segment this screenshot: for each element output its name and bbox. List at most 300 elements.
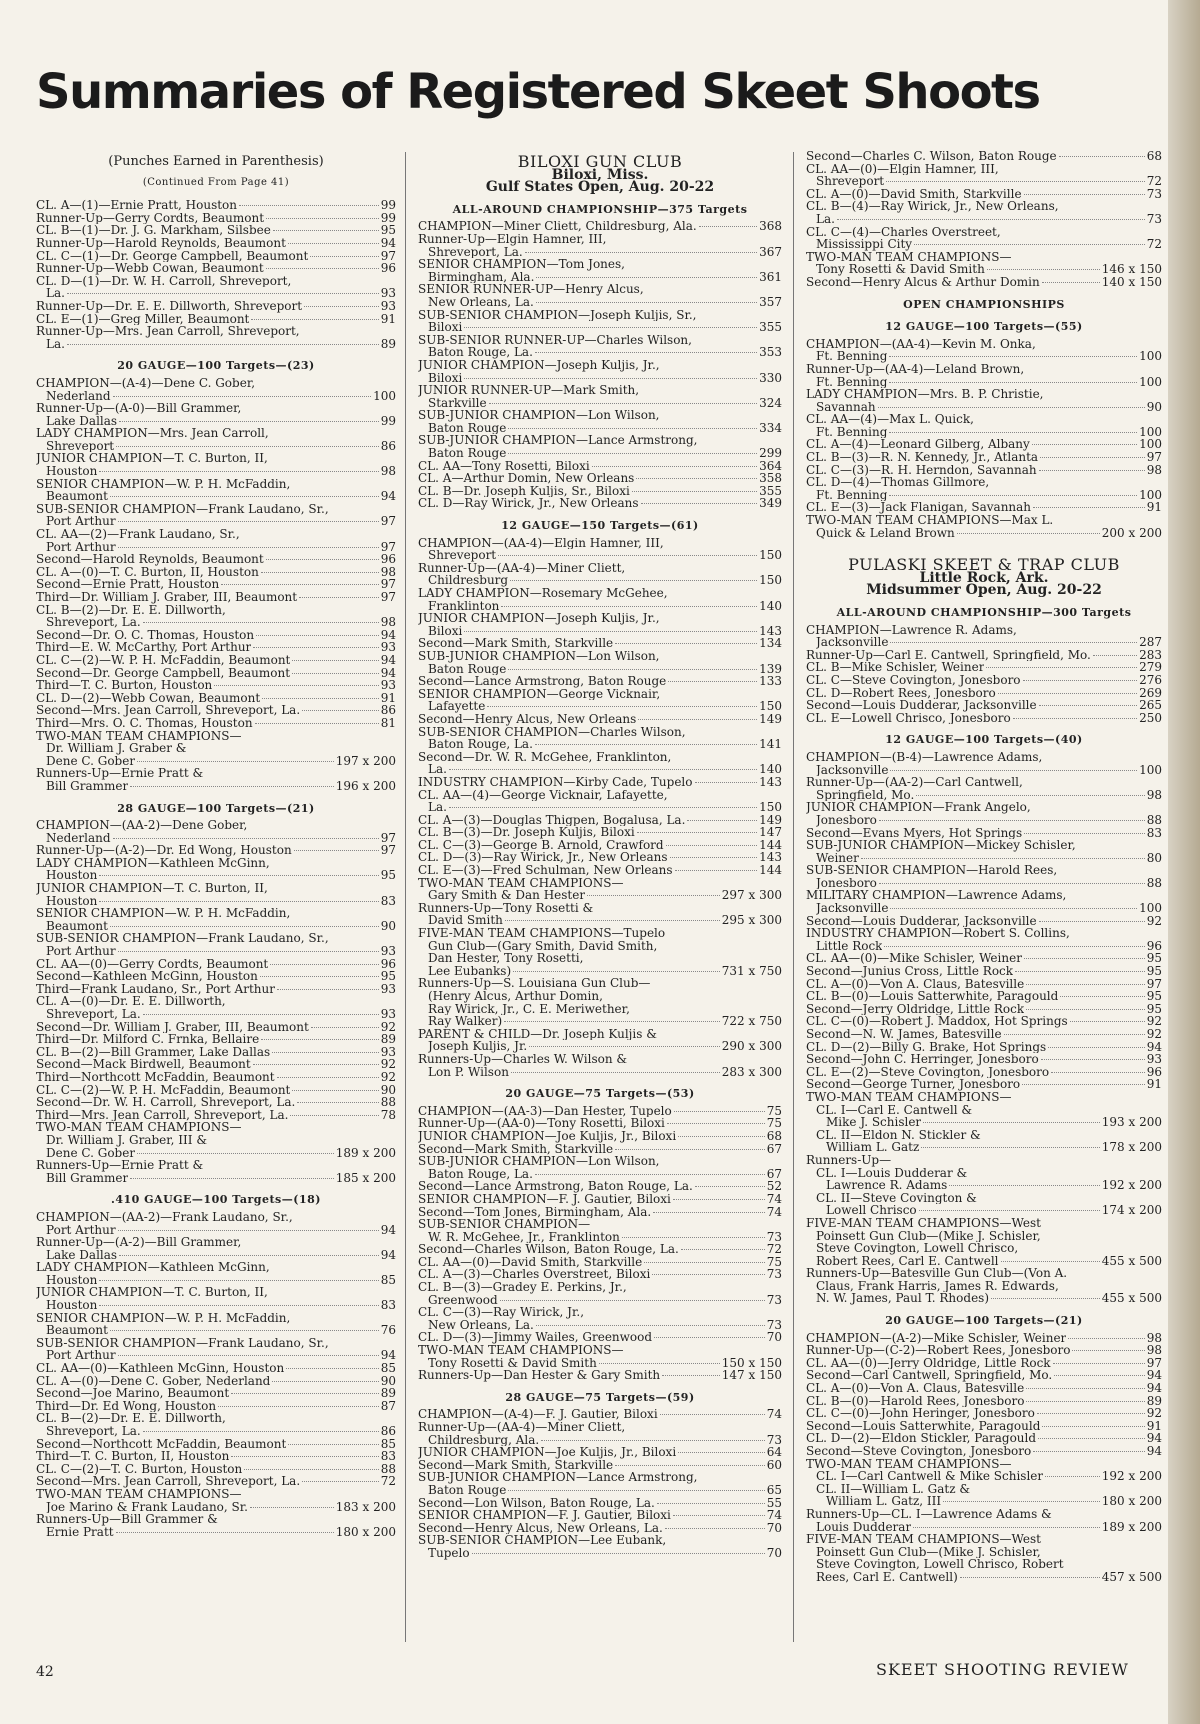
dot-leader [110,496,379,497]
score-value: 140 [759,599,782,613]
dot-leader [695,1186,765,1187]
entry-name: Biloxi [428,624,463,638]
result-row [418,1459,782,1472]
result-row [806,1028,1162,1041]
result-row [418,713,782,726]
entry-name: La. [428,763,447,776]
score-value: 93 [380,287,396,300]
score-value: 147 x 150 [721,1369,782,1382]
dot-leader [253,1064,379,1065]
entry-line: SENIOR CHAMPION—W. P. H. McFaddin, [36,907,291,920]
score-value: 90 [380,1083,396,1097]
dot-leader [67,293,379,294]
entry-name: CL. D—Ray Wirick, Jr., New Orleans [418,497,639,511]
result-row [36,1475,396,1488]
entry-name: Steve Covington, Lowell Chrisco, [816,1242,1019,1255]
entry-line: SENIOR CHAMPION—W. P. H. McFaddin, [36,1311,291,1325]
score-value: 75 [766,1104,782,1118]
entry-name: Second—Dr. William J. Graber, III, Beaumont [36,1020,309,1034]
score-value: 95 [1146,952,1162,966]
result-row [806,902,1162,915]
entry-name: Runners-Up—Dan Hester & Gary Smith [418,1369,661,1382]
result-row [418,1130,782,1143]
entry-name: Second—Kathleen McGinn, Houston [36,970,258,983]
dot-leader [99,1280,378,1281]
entry-name: Lawrence R. Adams [826,1179,948,1192]
dot-leader [513,971,720,972]
dot-leader [1040,457,1145,458]
entry-name: CL. C—(2)—W. P. H. McFaddin, Beaumont [36,653,291,667]
result-row [418,839,782,852]
result-row [418,1434,782,1447]
dot-leader [1037,1413,1145,1414]
score-value: 93 [380,641,396,654]
entry-name: Beaumont [46,1324,108,1337]
dot-leader [916,795,1144,796]
dot-leader [302,710,379,711]
club-location: Little Rock, Ark. [919,569,1049,586]
result-row [806,213,1162,226]
entry-name: Shreveport [816,175,885,188]
dot-leader [504,1021,720,1022]
dot-leader [508,1490,764,1491]
result-row [36,629,396,642]
entry-name: CL. II—Eldon N. Stickler & [816,1128,981,1142]
entry-line: CHAMPION—(A-4)—Dene C. Gober, [36,376,256,390]
result-row [418,663,782,676]
result-row [36,1274,396,1287]
result-row [36,1501,396,1514]
result-row [418,1522,782,1535]
score-value: 72 [1146,238,1162,251]
entry-name: Runner-Up—(A-2)—Dr. Ed Wong, Houston [36,844,292,857]
entry-name: CL. A—Arthur Domin, New Orleans [418,472,635,485]
dot-leader [231,1393,379,1394]
entry-name: Houston [46,894,98,908]
dot-leader [1048,1047,1145,1048]
entry-line: CHAMPION—(AA-2)—Frank Laudano, Sr., [36,1210,293,1224]
dot-leader [1033,1451,1144,1452]
entry-name: David Smith [428,914,503,928]
entry-name: SENIOR CHAMPION—F. J. Gautier, Biloxi [418,1509,671,1522]
result-row [36,465,396,478]
entry-name: CL. E—(3)—Jack Flanigan, Savannah [806,501,1032,515]
score-value: 97 [380,540,396,554]
result-row [36,1021,396,1034]
entry-line: MILITARY CHAMPION—Lawrence Adams, [806,889,1067,903]
results-column-3 [806,150,1162,1584]
score-value: 139 [759,662,782,676]
dot-leader [99,901,378,902]
section-heading: 12 GAUGE—150 Targets—(61) [501,519,699,533]
score-value: 74 [766,1205,782,1219]
score-value: 178 x 200 [1101,1141,1162,1154]
result-row [36,1249,396,1262]
dot-leader [687,820,757,821]
entry-name: Third—T. C. Burton, Houston [36,679,213,692]
score-value: 73 [1146,212,1162,226]
entry-name: Ft. Benning [816,488,888,502]
entry-name: Jacksonville [816,636,889,649]
dot-leader [1070,1021,1145,1022]
result-row [36,1058,396,1071]
dot-leader [143,622,379,623]
score-value: 150 [759,549,782,562]
entry-line: Runner-Up—(AA-4)—Leland Brown, [806,362,1025,376]
result-row [806,699,1162,712]
score-value: 95 [380,970,396,983]
score-value: 97 [380,249,396,263]
dot-leader [500,1300,765,1301]
entry-name: Runner-Up—Webb Cowan, Beaumont [36,262,264,275]
entry-name: Third—E. W. McCarthy, Port Arthur [36,641,252,654]
score-value: 100 [373,389,396,403]
entry-name: Second—George Turner, Jonesboro [806,1078,1021,1091]
dot-leader [923,1122,1100,1123]
entry-name: Lake Dallas [46,1248,118,1262]
dot-leader [913,1527,1100,1528]
score-value: 98 [1146,1331,1162,1345]
entry-name: Louis Dudderar [816,1520,912,1534]
dot-leader [644,1262,765,1263]
result-row [806,827,1162,840]
result-row [418,889,782,902]
entry-name: W. R. McGehee, Jr., Franklinton [428,1230,620,1244]
dot-leader [886,181,1145,182]
section-heading: .410 GAUGE—100 Targets—(18) [111,1193,321,1207]
score-value: 358 [759,472,782,485]
entry-name: CL. C—(1)—Dr. George Campbell, Beaumont [36,249,309,263]
result-row [36,717,396,730]
score-value: 94 [1146,1369,1162,1383]
entry-line: SENIOR CHAMPION—W. P. H. McFaddin, [36,477,291,491]
result-row [806,814,1162,827]
entry-name: Second—Junius Cross, Little Rock [806,965,1014,978]
result-row [418,776,782,789]
dot-leader [889,432,1137,433]
dot-leader [508,669,757,670]
entry-line: Runners-Up—Ernie Pratt & [36,1159,204,1172]
entry-line: TWO-MAN TEAM CHAMPIONS— [806,1090,1012,1104]
result-row [36,780,396,793]
entry-name: Port Arthur [46,945,116,958]
score-value: 95 [380,224,396,237]
entry-name: Ray Walker) [428,1015,503,1028]
dot-leader [662,1375,720,1376]
result-row [806,1332,1162,1345]
entry-name: Second—Lon Wilson, Baton Rouge, La. [418,1496,655,1510]
result-row [806,1470,1162,1483]
score-value: 141 [759,738,782,751]
entry-name: CL. AA—(0)—Gerry Cordts, Beaumont [36,957,269,971]
result-row [806,877,1162,890]
entry-name: New Orleans, La. [428,1318,534,1332]
score-value: 295 x 300 [721,914,782,928]
result-row [806,1369,1162,1382]
result-row [806,1521,1162,1534]
result-row [418,321,782,334]
entry-line: CL. AA—(0)—Elgin Hamner, III, [806,162,999,176]
dot-leader [118,521,379,522]
score-value: 93 [380,299,396,313]
entry-name: CL. A—(0)—Dene C. Gober, Nederland [36,1374,271,1388]
entry-line: SUB-SENIOR CHAMPION—Lee Eubank, [418,1534,667,1547]
result-row [36,958,396,971]
score-value: 99 [380,199,396,212]
page-number: 42 [36,1664,54,1680]
score-value: 100 [1139,350,1162,363]
score-value: 192 x 200 [1101,1179,1162,1192]
dot-leader [143,1014,379,1015]
entry-name: CL. A—(0)—Von A. Claus, Batesville [806,1382,1025,1395]
dot-leader [118,1355,379,1356]
result-row [36,1526,396,1539]
dot-leader [949,1185,1099,1186]
score-value: 94 [380,1223,396,1237]
dot-leader [118,547,379,548]
result-row [36,1008,396,1021]
score-value: 98 [380,565,396,579]
entry-name: Mississippi City [816,238,913,251]
result-row [418,1015,782,1028]
score-value: 74 [766,1509,782,1522]
entry-name: Jonesboro [816,876,877,890]
entry-line: CHAMPION—Lawrence R. Adams, [806,623,1017,637]
score-value: 98 [1146,1344,1162,1357]
entry-name: Nederland [46,389,111,403]
score-value: 86 [380,439,396,453]
entry-name: La. [816,212,835,226]
result-row [418,1369,782,1382]
dot-leader [536,277,757,278]
result-row [806,175,1162,188]
result-row [36,1046,396,1059]
score-value: 290 x 300 [721,1040,782,1053]
dot-leader [99,875,378,876]
score-value: 94 [1146,1382,1162,1395]
dot-leader [668,681,757,682]
score-value: 193 x 200 [1101,1116,1162,1129]
entry-name: Runner-Up—(AA-0)—Tony Rosetti, Biloxi [418,1117,665,1130]
entry-name: Second—Mark Smith, Starkville [418,637,614,650]
dot-leader [525,252,757,253]
entry-line: SUB-SENIOR CHAMPION—Frank Laudano, Sr., [36,502,329,516]
result-row [806,451,1162,464]
entry-name: Third—Dr. Milford C. Frnka, Bellaire [36,1033,260,1046]
dot-leader [302,1481,379,1482]
score-value: 722 x 750 [721,1015,782,1028]
result-row [36,1096,396,1109]
entry-name: Third—Mrs. O. C. Thomas, Houston [36,716,253,730]
entry-name: Second—Lance Armstrong, Baton Rouge [418,675,667,688]
result-row [806,1192,1162,1205]
score-value: 96 [380,957,396,971]
entry-line: SUB-SENIOR CHAMPION—Charles Wilson, [418,725,686,739]
result-row [806,1230,1162,1243]
score-value: 86 [380,1425,396,1438]
entry-name: CL. II—Steve Covington & [816,1191,977,1205]
result-row [806,1407,1162,1420]
entry-name: Birmingham, Ala. [428,270,535,284]
result-row [806,1167,1162,1180]
dot-leader [1039,705,1137,706]
dot-leader [510,580,757,581]
entry-name: Baton Rouge [428,662,507,676]
entry-name: Lafayette [428,700,486,713]
score-value: 189 x 200 [1101,1520,1162,1534]
result-row [806,952,1162,965]
dot-leader [678,1452,765,1453]
entry-name: Tupelo [428,1546,470,1560]
score-value: 197 x 200 [335,754,396,768]
entry-name: Second—Dr. W. H. Carroll, Shreveport, La. [36,1096,296,1109]
entry-name: CL. AA—(0)—David Smith, Starkville [418,1255,643,1269]
entry-line: FIVE-MAN TEAM CHAMPIONS—West [806,1533,1041,1546]
entry-name: Second—Lance Armstrong, Baton Rouge, La. [418,1180,693,1193]
entry-line: SUB-SENIOR CHAMPION—Frank Laudano, Sr., [36,932,329,946]
result-row [418,864,782,877]
result-row [36,832,396,845]
score-value: 94 [1146,1445,1162,1458]
entry-name: Third—Dr. Ed Wong, Houston [36,1399,217,1413]
entry-line: CL. D—(4)—Thomas Gillmore, [806,476,990,489]
result-row [36,591,396,604]
entry-name: Port Arthur [46,1223,116,1237]
section-heading: 20 GAUGE—100 Targets—(21) [885,1314,1083,1328]
score-value: 90 [1146,400,1162,414]
result-row [36,440,396,453]
result-row [418,246,782,259]
result-row [806,1116,1162,1129]
score-value: 355 [759,321,782,334]
entry-line: INDUSTRY CHAMPION—Robert S. Collins, [806,927,1070,940]
score-value: 100 [1139,438,1162,452]
dot-leader [914,244,1145,245]
result-row [418,1446,782,1459]
result-row [36,920,396,933]
score-value: 276 [1139,673,1162,687]
subtitle: (Punches Earned in Parenthesis) [108,154,324,169]
dot-leader [489,403,757,404]
result-row [418,851,782,864]
result-row [36,287,396,300]
dot-leader [1093,655,1137,656]
dot-leader [288,243,379,244]
dot-leader [1004,1034,1145,1035]
dot-leader [638,719,757,720]
dot-leader [508,428,757,429]
score-value: 457 x 500 [1101,1570,1162,1584]
dot-leader [987,269,1100,270]
entry-name: Second—Charles Wilson, Baton Rouge, La. [418,1243,679,1256]
score-value: 189 x 200 [335,1146,396,1160]
score-value: 52 [766,1180,782,1193]
dot-leader [464,327,757,328]
dot-leader [673,1199,765,1200]
result-row [418,801,782,814]
result-row [418,1193,782,1206]
dot-leader [277,989,379,990]
score-value: 91 [1146,501,1162,515]
score-value: 93 [380,982,396,996]
score-value: 94 [380,490,396,503]
dot-leader [861,858,1145,859]
dot-leader [256,635,379,636]
dot-leader [1033,507,1145,508]
result-row [806,712,1162,725]
result-row [36,844,396,857]
entry-name: Childresburg [428,574,509,587]
result-row [418,1243,782,1256]
entry-line: SENIOR CHAMPION—Tom Jones, [418,258,625,271]
entry-line: LADY CHAMPION—Mrs. Jean Carroll, [36,427,269,440]
score-value: 192 x 200 [1101,1470,1162,1483]
dot-leader [464,631,757,632]
score-value: 74 [766,1408,782,1421]
entry-name: Second—Tom Jones, Birmingham, Ala. [418,1205,652,1219]
dot-leader [535,744,757,745]
entry-name: Lowell Chrisco [826,1204,917,1217]
entry-name: CL. D—(2)—Eldon Stickler, Paragould [806,1432,1037,1445]
entry-name: CL. D—(2)—Billy G. Brake, Hot Springs [806,1040,1047,1054]
dot-leader [837,219,1145,220]
entry-line: LADY CHAMPION—Kathleen McGinn, [36,1261,270,1274]
score-value: 97 [1146,1356,1162,1370]
entry-line: CHAMPION—(AA-4)—Kevin M. Onka, [806,337,1036,351]
entry-name: Third—Frank Laudano, Sr., Port Arthur [36,982,275,996]
result-row [418,220,782,233]
dot-leader [1072,1350,1144,1351]
result-row [418,1105,782,1118]
score-value: 83 [1146,826,1162,840]
result-row [418,460,782,473]
entry-line: SUB-JUNIOR CHAMPION—Lance Armstrong, [418,1471,698,1484]
section-heading: 20 GAUGE—75 Targets—(53) [505,1087,695,1101]
entry-line: Runners-Up—Tony Rosetti & [418,901,594,915]
entry-name: CL. B—Dr. Joseph Kuljis, Sr., Biloxi [418,484,630,498]
result-row [418,397,782,410]
result-row [806,1242,1162,1255]
entry-name: Bill Grammer [46,779,129,793]
score-value: 91 [1146,1419,1162,1433]
result-row [36,667,396,680]
entry-name: Shreveport, La. [46,616,141,629]
result-row [418,447,782,460]
dot-leader [99,471,378,472]
entry-line: TWO-MAN TEAM CHAMPIONS— [36,1487,242,1501]
entry-name: JUNIOR CHAMPION—Joe Kuljis, Jr., Biloxi [418,1446,677,1459]
dot-leader [998,693,1137,694]
result-row [806,978,1162,991]
score-value: 83 [380,1450,396,1463]
entry-line: JUNIOR CHAMPION—T. C. Burton, II, [36,882,268,895]
score-value: 98 [1146,463,1162,477]
result-row [36,250,396,263]
score-value: 90 [380,1374,396,1388]
score-value: 72 [380,1475,396,1488]
dot-leader [501,606,757,607]
dot-leader [1059,156,1145,157]
dot-leader [487,706,757,707]
score-value: 150 [759,801,782,814]
dot-leader [622,1237,765,1238]
score-value: 89 [380,337,396,351]
column-divider [793,152,794,1642]
result-row [418,625,782,638]
section-heading: 20 GAUGE—100 Targets—(23) [117,359,315,373]
score-value: 94 [380,1248,396,1262]
entry-line: SUB-JUNIOR CHAMPION—Lon Wilson, [418,1155,660,1168]
